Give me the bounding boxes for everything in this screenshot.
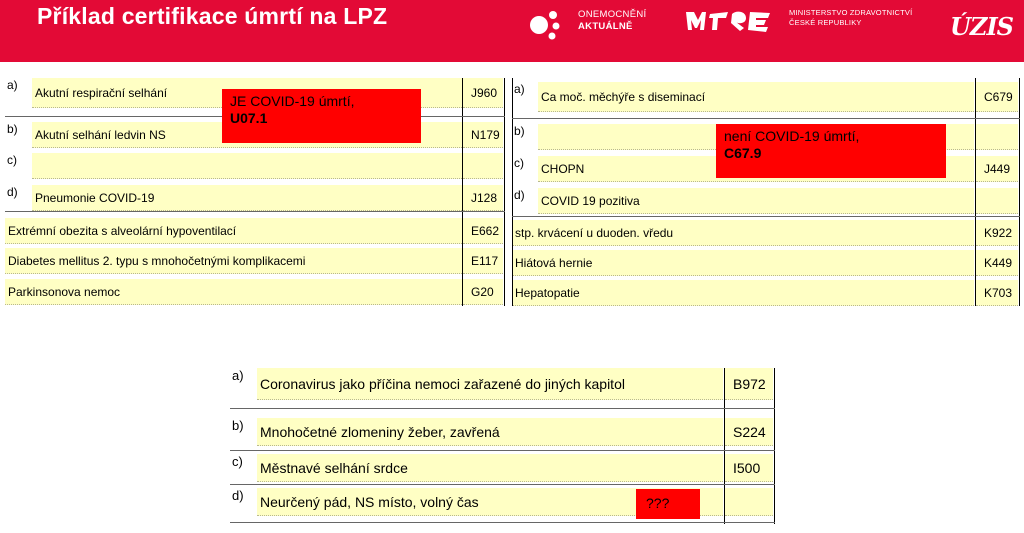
cause-code: S224 bbox=[725, 418, 773, 446]
table-right-border bbox=[504, 78, 505, 306]
table-row: b) Mnohočetné zlomeniny žeber, zavřená S224 bbox=[230, 418, 775, 446]
cause-text: Neurčený pád, NS místo, volný čas bbox=[257, 488, 723, 516]
cause-text: Městnavé selhání srdce bbox=[257, 454, 723, 482]
code-column-divider bbox=[462, 78, 463, 306]
cause-code: E117 bbox=[463, 248, 503, 274]
table-row bbox=[512, 220, 1020, 246]
mzcr-logo-icon bbox=[684, 8, 774, 34]
cause-code: G20 bbox=[463, 279, 503, 305]
cause-text: Mnohočetné zlomeniny žeber, zavřená bbox=[257, 418, 723, 446]
cause-code: K922 bbox=[976, 220, 1018, 246]
row-divider bbox=[512, 118, 1020, 119]
cause-code: B972 bbox=[725, 368, 773, 400]
cause-code: J449 bbox=[976, 156, 1018, 182]
code-column-divider bbox=[975, 78, 976, 306]
cause-code: K449 bbox=[976, 250, 1018, 276]
row-divider bbox=[230, 522, 775, 523]
onemocneni-logo-icon bbox=[528, 8, 572, 40]
cause-code: J960 bbox=[463, 78, 503, 108]
table-row bbox=[5, 279, 505, 305]
cause-text: Diabetes mellitus 2. typu s mnohočetnými komplikacemi bbox=[5, 248, 462, 274]
cause-text: Ca moč. měchýře s diseminací bbox=[538, 82, 974, 112]
cause-code bbox=[976, 188, 1018, 214]
table-row bbox=[5, 248, 505, 274]
table-row: c) bbox=[5, 153, 505, 179]
cause-code: C679 bbox=[976, 82, 1018, 112]
table-row: d) COVID 19 pozitiva bbox=[512, 188, 1020, 214]
table-row: a) Coronavirus jako příčina nemoci zařazené do jiných kapitol B972 bbox=[230, 368, 775, 400]
cause-text bbox=[32, 153, 462, 179]
covid-death-callout: JE COVID-19 úmrtí, U07.1 bbox=[222, 89, 421, 143]
table-right-border bbox=[774, 368, 775, 524]
cause-code: N179 bbox=[463, 122, 503, 148]
mzcr-logo-text: MINISTERSTVO ZDRAVOTNICTVÍ ČESKÉ REPUBLIKY bbox=[789, 8, 913, 27]
cause-text: Extrémní obezita s alveolární hypoventilací bbox=[5, 218, 462, 244]
row-divider bbox=[230, 408, 775, 409]
right-certificate-table bbox=[512, 78, 1020, 306]
cause-text: Hepatopatie bbox=[512, 280, 974, 306]
table-row: c) CHOPN J449 bbox=[512, 156, 1020, 182]
page-title: Příklad certifikace úmrtí na LPZ bbox=[37, 3, 388, 29]
row-divider bbox=[512, 216, 1020, 217]
not-covid-death-callout: není COVID-19 úmrtí, C67.9 bbox=[716, 124, 946, 178]
table-row: c) Městnavé selhání srdce I500 bbox=[230, 454, 775, 482]
cause-text: Hiátová hernie bbox=[512, 250, 974, 276]
table-row: a) Ca moč. měchýře s diseminací C679 bbox=[512, 82, 1020, 112]
cause-text: stp. krvácení u duoden. vředu bbox=[512, 220, 974, 246]
table-row: d) Pneumonie COVID-19 J128 bbox=[5, 185, 505, 211]
table-row: b) bbox=[512, 124, 1020, 150]
cause-code: J128 bbox=[463, 185, 503, 211]
cause-code bbox=[725, 488, 773, 516]
cause-text: COVID 19 pozitiva bbox=[538, 188, 974, 214]
row-divider bbox=[230, 484, 775, 485]
cause-text: Pneumonie COVID-19 bbox=[32, 185, 462, 211]
cause-code: K703 bbox=[976, 280, 1018, 306]
cause-text: Akutní selhání ledvin NS bbox=[32, 122, 462, 148]
onemocneni-logo-text: ONEMOCNĚNÍ AKTUÁLNĚ bbox=[578, 9, 647, 32]
unknown-callout: ??? bbox=[636, 489, 700, 519]
table-row bbox=[512, 250, 1020, 276]
table-row: d) Neurčený pád, NS místo, volný čas bbox=[230, 488, 775, 516]
cause-text: Coronavirus jako příčina nemoci zařazené do jiných kapitol bbox=[257, 368, 723, 400]
table-row bbox=[5, 218, 505, 244]
cause-code bbox=[463, 153, 503, 179]
table-right-border bbox=[1019, 78, 1020, 306]
cause-text: CHOPN bbox=[538, 156, 974, 182]
cause-code bbox=[976, 124, 1018, 150]
uzis-logo: ÚZIS bbox=[950, 12, 1014, 41]
row-divider bbox=[230, 450, 775, 451]
cause-text: Akutní respirační selhání bbox=[32, 78, 462, 108]
table-row: a) Akutní respirační selhání J960 bbox=[5, 78, 505, 108]
code-column-divider bbox=[724, 368, 725, 524]
header-bar bbox=[0, 0, 1024, 62]
row-divider bbox=[5, 211, 505, 212]
table-row bbox=[512, 280, 1020, 306]
cause-code: I500 bbox=[725, 454, 773, 482]
table-left-border bbox=[512, 78, 513, 306]
cause-code: E662 bbox=[463, 218, 503, 244]
table-row: b) Akutní selhání ledvin NS N179 bbox=[5, 122, 505, 148]
cause-text: Parkinsonova nemoc bbox=[5, 279, 462, 305]
